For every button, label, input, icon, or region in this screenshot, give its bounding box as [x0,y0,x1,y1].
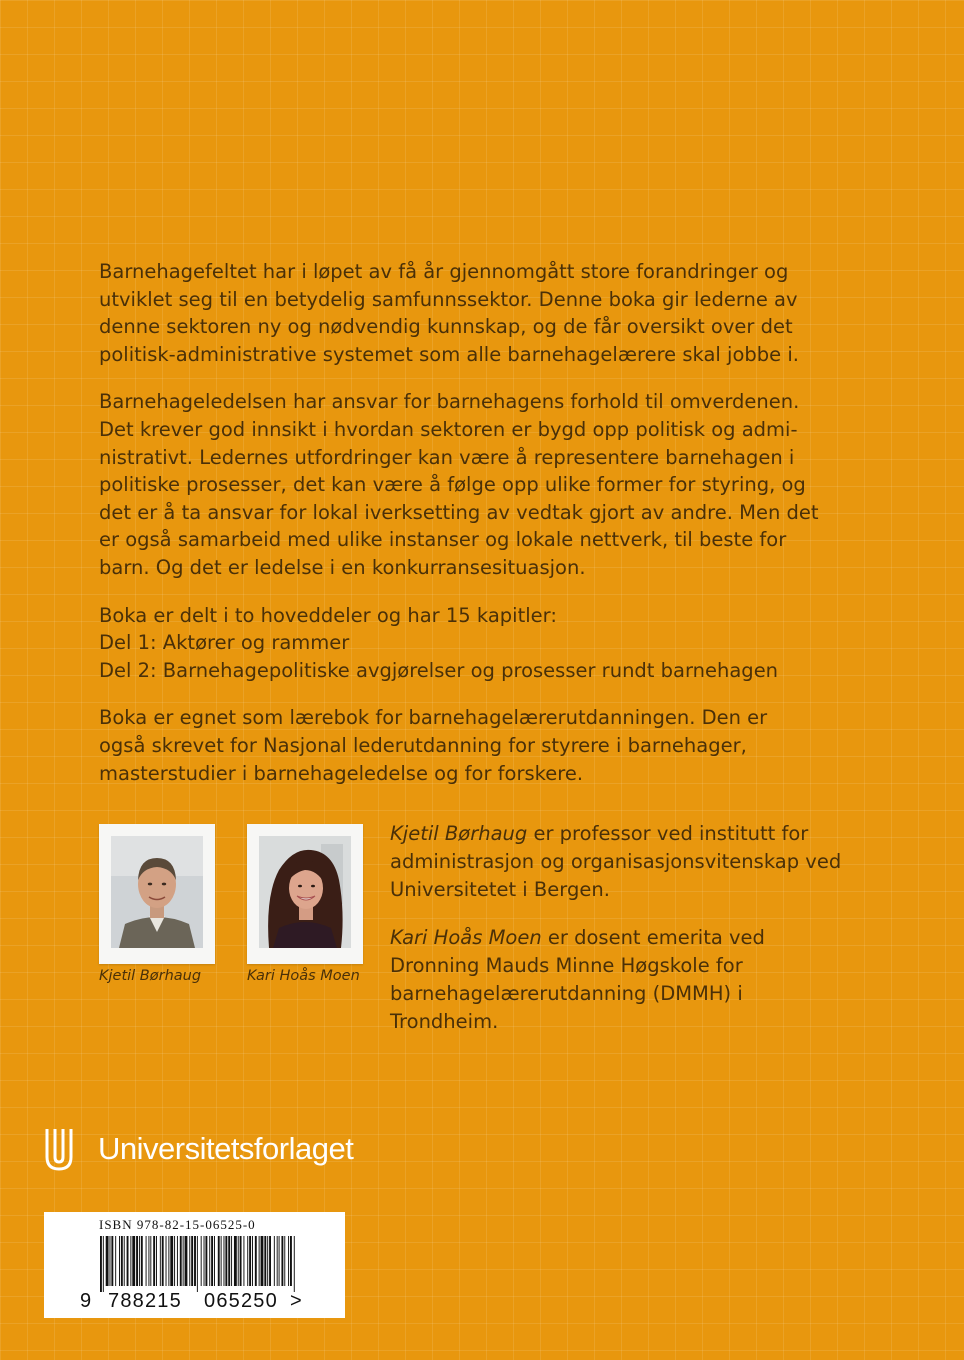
barcode-bar [279,1236,280,1286]
barcode-bar [139,1236,140,1286]
barcode-bar [153,1236,155,1286]
barcode-bar [141,1236,143,1286]
author-photo-kari [247,824,363,964]
barcode-bar [103,1236,104,1292]
author-name-kjetil: Kjetil Børhaug [390,822,528,845]
ean-first-digit: 9 [80,1290,92,1312]
barcode-bar [170,1236,173,1286]
barcode-bar [277,1236,278,1286]
ean-right-digits: 065250 [204,1290,278,1312]
barcode-bar [281,1236,283,1286]
barcode-bar [146,1236,147,1286]
barcode-bar [290,1236,292,1286]
barcode-bar [201,1236,202,1286]
barcode-bar [228,1236,230,1286]
barcode-bar [136,1236,138,1286]
barcode-bar [243,1236,244,1286]
barcode-bar [209,1236,210,1286]
ean-quiet-zone-marker: > [290,1290,302,1312]
isbn-barcode [44,1212,345,1318]
blurb-paragraph-2: Barnehageledelsen har ansvar for barnehagens forhold til omverdenen. Det krever god innsikt i hvordan sektoren er bygd opp politisk og admi- nistrativt. Ledernes utfordringer kan være å representere barnehagen i politiske prosesser, det kan være å følge opp ulike former for styring, og det er å ta ansvar for lokal iverksetting av vedtak gjort av andre. Men det er også samarbeid med ulike instanser og lokale nettverk, til beste for barn. Og det er ledelse i en konkurransesituasjon. [99,390,819,579]
barcode-bar [191,1236,193,1286]
author-caption-kari: Kari Hoås Moen [247,968,360,984]
publisher-name: Universitetsforlaget [98,1131,354,1166]
barcode-bar [284,1236,285,1286]
barcode-bar [115,1236,116,1286]
barcode-bar [240,1236,242,1286]
barcode-bar [127,1236,129,1286]
barcode-bar [174,1236,175,1286]
author-photo-kjetil [99,824,215,964]
barcode-bar [225,1236,227,1286]
woman-portrait-icon [259,836,351,948]
barcode-bar [274,1236,275,1286]
barcode-bar [166,1236,167,1286]
barcode-bar [168,1236,169,1286]
author-bio-text-kari: er dosent emerita ved Dronning Mauds Minne Høgskole for barnehagelærerutdanning (DMMH) i Trondheim. [390,926,765,1033]
barcode-bar [160,1236,161,1286]
barcode-bar [231,1236,232,1286]
barcode-bar [110,1236,111,1286]
blurb-paragraph-4: Boka er egnet som lærebok for barnehagelærerutdanningen. Den er også skrevet for Nasjonal lederutdanning for styrere i barnehager, masterstudier i barnehageledelse og for forskere. [99,706,768,785]
author-bio-text-kjetil: er professor ved institutt for administrasjon og organisasjonsvitenskap ved Universitetet i Bergen. [390,822,842,901]
publisher-logo [44,1127,353,1171]
barcode-bar [148,1236,149,1286]
barcode-bar [121,1236,123,1286]
isbn-number: ISBN 978-82-15-06525-0 [99,1217,256,1232]
barcode-bar [183,1236,184,1286]
barcode-bar [130,1236,131,1286]
barcode-bar [264,1236,266,1286]
barcode-bar [189,1236,190,1286]
barcode-bar [150,1236,151,1286]
barcode-bar [247,1236,248,1286]
ean-left-digits: 788215 [108,1290,182,1312]
barcode-bar [238,1236,239,1286]
barcode-bar [249,1236,251,1286]
barcode-bar [194,1236,196,1286]
barcode-bar [205,1236,207,1286]
barcode-bar [197,1236,198,1292]
barcode-bar [111,1236,113,1286]
barcode-bar [100,1236,102,1292]
author-bio-kjetil [390,820,850,904]
barcode-bar [252,1236,253,1286]
author-name-kari: Kari Hoås Moen [390,926,542,949]
barcode-bar [211,1236,213,1286]
back-cover-blurb [99,258,839,807]
barcode-bar [156,1236,157,1286]
barcode-bar [214,1236,215,1286]
barcode-bar [162,1236,164,1286]
barcode-bar [224,1236,225,1286]
barcode-bar [221,1236,222,1286]
barcode-bar [294,1236,295,1292]
barcode-bar [218,1236,220,1286]
barcode-bar [204,1236,205,1286]
barcode-bar [132,1236,135,1286]
barcode-bar [261,1236,264,1286]
author-bio-kari [390,924,850,1036]
barcode-bar [269,1236,271,1286]
author-caption-kjetil: Kjetil Børhaug [99,968,202,984]
barcode-bar [288,1236,289,1286]
barcode-bar [177,1236,178,1286]
blurb-paragraph-1: Barnehagefeltet har i løpet av få år gjennomgått store forandringer og utviklet seg til en betydelig samfunnssektor. Denne boka gir lederne av denne sektoren ny og nødvendig kunnskap, og de får oversikt over det politisk-administrative systemet som alle barnehagelærere skal jobbe i. [99,260,799,366]
man-portrait-icon [111,836,203,948]
barcode-bar [185,1236,188,1286]
barcode-bar [124,1236,125,1286]
barcode-bar [119,1236,120,1286]
barcode-bars [100,1236,300,1292]
barcode-bar [180,1236,182,1286]
barcode-bar [255,1236,257,1286]
barcode-bar [106,1236,109,1286]
blurb-paragraph-3: Boka er delt i to hoveddeler og har 15 kapitler: Del 1: Aktører og rammer Del 2: Barnehagepolitiske avgjørelser og prosesser rundt barnehagen [99,603,779,682]
barcode-bar [234,1236,237,1286]
barcode-bar [267,1236,268,1286]
barcode-bar [259,1236,260,1286]
universitetsforlaget-logo-icon [44,1127,74,1171]
